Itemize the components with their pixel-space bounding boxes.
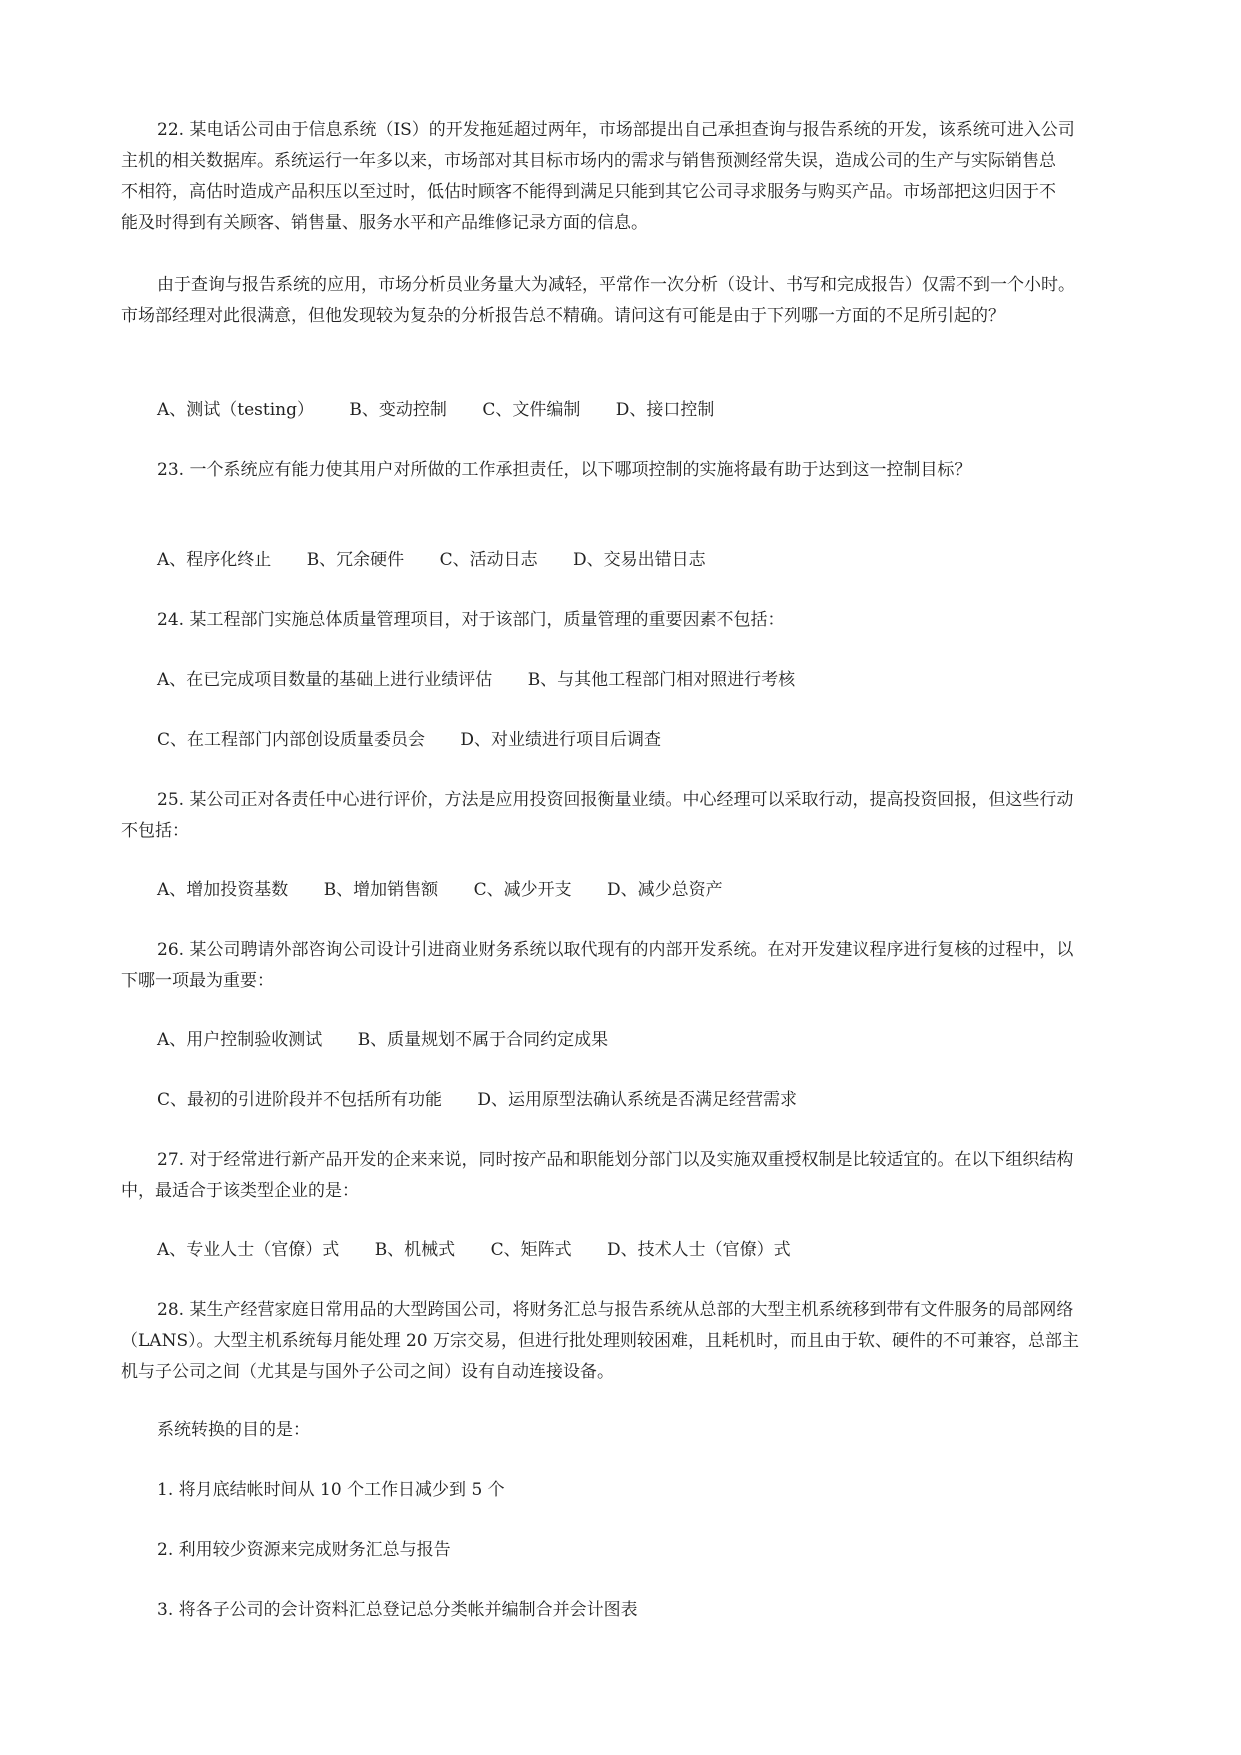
q23-option-d: D、交易出错日志 — [573, 550, 706, 570]
q26-line-1: 26. 某公司聘请外部咨询公司设计引进商业财务系统以取代现有的内部开发系统。在对开发建议程序进行复核的过程中，以 — [157, 940, 1074, 960]
q26-option-c: C、最初的引进阶段并不包括所有功能 — [157, 1090, 443, 1110]
q25-option-c: C、减少开支 — [473, 880, 572, 900]
q26-line-2: 下哪一项最为重要： — [121, 971, 274, 991]
q26-options-row-1 — [157, 1028, 608, 1052]
q27-options — [157, 1238, 791, 1262]
q22-line-4: 能及时得到有关顾客、销售量、服务水平和产品维修记录方面的信息。 — [121, 213, 648, 233]
q23-options — [157, 548, 706, 572]
q28-line-1: 28. 某生产经营家庭日常用品的大型跨国公司，将财务汇总与报告系统从总部的大型主机系统移到带有文件服务的局部网络 — [157, 1300, 1074, 1320]
q24-option-a: A、在已完成项目数量的基础上进行业绩评估 — [157, 670, 493, 690]
q26-option-a: A、用户控制验收测试 — [157, 1030, 323, 1050]
q23-option-c: C、活动日志 — [439, 550, 538, 570]
q27-option-a: A、专业人士（官僚）式 — [157, 1240, 340, 1260]
q22-option-b: B、变动控制 — [349, 400, 447, 420]
q22-option-a: A、测试（testing） — [157, 400, 314, 420]
q25-option-a: A、增加投资基数 — [157, 880, 289, 900]
q25-option-b: B、增加销售额 — [323, 880, 439, 900]
q23-line-1: 23. 一个系统应有能力使其用户对所做的工作承担责任，以下哪项控制的实施将最有助于达到这一控制目标？ — [157, 460, 972, 480]
q23-option-b: B、冗余硬件 — [306, 550, 405, 570]
q25-option-d: D、减少总资产 — [607, 880, 723, 900]
q28-goal-2: 2. 利用较少资源来完成财务汇总与报告 — [157, 1540, 451, 1560]
q28-goal-1: 1. 将月底结帐时间从 10 个工作日减少到 5 个 — [157, 1480, 505, 1500]
q27-line-1: 27. 对于经常进行新产品开发的企来来说，同时按产品和职能划分部门以及实施双重授权制是比较适宜的。在以下组织结构 — [157, 1150, 1074, 1170]
q28-line-2: （LANS）。大型主机系统每月能处理 20 万宗交易，但进行批处理则较困难，且耗机时，而且由于软、硬件的不可兼容，总部主 — [121, 1331, 1080, 1351]
q22-option-d: D、接口控制 — [615, 400, 715, 420]
q26-options-row-2 — [157, 1088, 797, 1112]
q22-options — [157, 398, 714, 422]
q27-line-2: 中，最适合于该类型企业的是： — [121, 1181, 359, 1201]
q23-option-a: A、程序化终止 — [157, 550, 272, 570]
q24-options-row-1 — [157, 668, 795, 692]
q22-line-2: 主机的相关数据库。系统运行一年多以来，市场部对其目标市场内的需求与销售预测经常失误，造成公司的生产与实际销售总 — [121, 151, 1056, 171]
q26-option-b: B、质量规划不属于合同约定成果 — [357, 1030, 609, 1050]
q22-line-1: 22. 某电话公司由于信息系统（IS）的开发拖延超过两年，市场部提出自己承担查询与报告系统的开发，该系统可进入公司 — [157, 120, 1075, 140]
q24-option-b: B、与其他工程部门相对照进行考核 — [527, 670, 796, 690]
q28-line-3: 机与子公司之间（尤其是与国外子公司之间）设有自动连接设备。 — [121, 1362, 614, 1382]
q22-para2-line-1: 由于查询与报告系统的应用，市场分析员业务量大为减轻，平常作一次分析（设计、书写和完成报告）仅需不到一个小时。 — [157, 275, 1075, 295]
q27-option-c: C、矩阵式 — [490, 1240, 572, 1260]
q26-option-d: D、运用原型法确认系统是否满足经营需求 — [477, 1090, 798, 1110]
q22-line-3: 不相符，高估时造成产品积压以至过时，低估时顾客不能得到满足只能到其它公司寻求服务与购买产品。市场部把这归因于不 — [121, 182, 1056, 202]
q22-para2-line-2: 市场部经理对此很满意，但他发现较为复杂的分析报告总不精确。请问这有可能是由于下列哪一方面的不足所引起的？ — [121, 306, 1005, 326]
q28-goal-intro: 系统转换的目的是： — [157, 1420, 310, 1440]
q25-options — [157, 878, 723, 902]
q25-line-1: 25. 某公司正对各责任中心进行评价，方法是应用投资回报衡量业绩。中心经理可以采取行动，提高投资回报，但这些行动 — [157, 790, 1074, 810]
q25-line-2: 不包括： — [121, 821, 189, 841]
q24-option-d: D、对业绩进行项目后调查 — [460, 730, 662, 750]
q24-option-c: C、在工程部门内部创设质量委员会 — [157, 730, 426, 750]
q27-option-d: D、技术人士（官僚）式 — [607, 1240, 791, 1260]
q24-line-1: 24. 某工程部门实施总体质量管理项目，对于该部门，质量管理的重要因素不包括： — [157, 610, 785, 630]
q24-options-row-2 — [157, 728, 661, 752]
q27-option-b: B、机械式 — [374, 1240, 456, 1260]
q22-option-c: C、文件编制 — [482, 400, 581, 420]
q28-goal-3: 3. 将各子公司的会计资料汇总登记总分类帐并编制合并会计图表 — [157, 1600, 638, 1620]
